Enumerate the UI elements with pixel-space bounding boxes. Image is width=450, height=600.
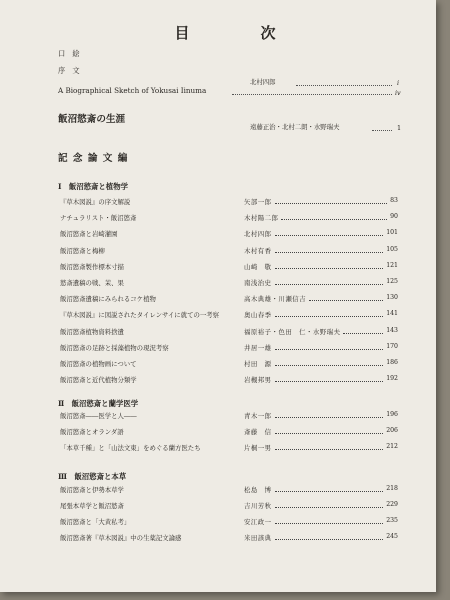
- entry-title: 飯沼慾斎と伊勢本草学: [60, 486, 124, 494]
- toc-entry: [58, 359, 398, 371]
- entry-author: 安江政一: [244, 518, 272, 526]
- preface-page: i: [397, 79, 400, 87]
- toc-entry: [58, 443, 398, 455]
- entry-title: 飯沼慾斎――医学と人――: [60, 412, 137, 420]
- entry-leader: [275, 349, 383, 350]
- toc-entry: [58, 262, 398, 274]
- papers-heading: 記 念 論 文 編: [58, 153, 129, 164]
- entry-title: 飯沼慾斎著『草木図説』中の生薬記文論感: [60, 534, 182, 542]
- entry-leader: [275, 433, 383, 434]
- entry-author: 山崎 敬: [244, 262, 272, 271]
- entry-title: 「本草千種」と「山法文東」をめぐる蘭方医たち: [60, 444, 201, 452]
- entry-page: 170: [386, 342, 398, 350]
- entry-title: 『草木図説』に図説されたタイレンサイに就ての一考察: [60, 311, 220, 320]
- preface-label: 序 文: [58, 66, 80, 75]
- toc-entry: [58, 197, 398, 209]
- page-title: 目 次: [174, 24, 304, 42]
- entry-title: 『草木図説』の序文解説: [60, 198, 131, 206]
- entry-author: 岩槻邦男: [244, 376, 272, 385]
- entry-leader: [275, 449, 383, 450]
- entry-leader: [275, 417, 383, 418]
- entry-leader: [275, 523, 383, 524]
- entry-page: 83: [390, 197, 398, 204]
- entry-leader: [275, 507, 383, 508]
- toc-entry: [58, 229, 398, 241]
- sketch-leader: [232, 94, 392, 95]
- entry-page: 143: [386, 326, 398, 334]
- toc-entry: [58, 343, 398, 355]
- toc-entry: [58, 533, 398, 545]
- entry-author: 木村有香: [244, 246, 272, 255]
- entry-leader: [275, 491, 383, 492]
- entry-author: 北村四郎: [244, 230, 272, 239]
- entry-title: 慾斎遺稿の戦、茉、果: [60, 279, 124, 287]
- entry-author: 福原裕子・色田 仁・水野瑞夫: [244, 327, 341, 336]
- entry-leader: [275, 539, 383, 540]
- biography-leader: [372, 130, 392, 131]
- entry-page: 192: [386, 375, 398, 383]
- entry-title: 飯沼慾斎とオランダ語: [60, 428, 124, 436]
- toc-entry: [58, 485, 398, 497]
- toc-entry: [58, 294, 398, 306]
- entry-author: 米田該典: [244, 534, 272, 542]
- entry-page: 125: [386, 278, 398, 285]
- preface-leader: [296, 85, 392, 86]
- entry-author: 高木典雄・川瀬信吉: [244, 295, 307, 304]
- sketch-label: A Biographical Sketch of Yokusai Iinuma: [58, 86, 207, 95]
- toc-entry: [58, 411, 398, 423]
- entry-page: 141: [386, 310, 398, 318]
- entry-leader: [309, 300, 383, 301]
- entry-page: 186: [386, 359, 398, 366]
- entry-author: 吉川芳秋: [244, 502, 272, 510]
- entry-title: 飯沼慾斎製作標本寸描: [60, 262, 124, 271]
- entry-title: 飯沼慾斎の植物画について: [60, 360, 137, 368]
- toc-entry: [58, 501, 398, 513]
- entry-title: 飯沼慾斎と「大黄私考」: [60, 518, 131, 526]
- entry-page: 105: [386, 245, 398, 253]
- entry-page: 218: [386, 485, 398, 492]
- entry-leader: [275, 268, 383, 269]
- entry-author: 木村陽二郎: [244, 214, 279, 223]
- part-2-title: Ⅱ 飯沼慾斎と蘭学医学: [58, 399, 139, 408]
- entry-page: 130: [386, 294, 398, 302]
- entry-author: 片桐一男: [244, 444, 272, 452]
- entry-page: 245: [386, 533, 398, 540]
- entry-title: 飯沼慾斎の足跡と採藻植物の現況考察: [60, 343, 169, 352]
- entry-page: 196: [386, 411, 398, 418]
- entry-author: 奥山春季: [244, 311, 272, 320]
- entry-title: 飯沼慾斎遺稿にみられるコケ植物: [60, 295, 156, 304]
- entry-title: 飯沼慾斎と梅柳: [60, 246, 105, 255]
- toc-entry: [58, 517, 398, 529]
- entry-leader: [275, 381, 383, 382]
- preface-author: 北村四郎: [250, 78, 276, 86]
- entry-title: 飯沼慾斎と近代植物分類学: [60, 376, 137, 385]
- entry-author: 村田 源: [244, 360, 272, 368]
- frontispiece-label: 口 絵: [58, 49, 80, 58]
- entry-leader: [275, 365, 383, 366]
- entry-page: 212: [386, 443, 398, 450]
- entry-page: 90: [390, 213, 398, 221]
- entry-title: 尾張本草学と飯沼慾斎: [60, 502, 124, 510]
- entry-leader: [275, 235, 383, 236]
- entry-leader: [275, 252, 383, 253]
- biography-title: 飯沼慾斎の生涯: [58, 114, 126, 125]
- entry-author: 斎藤 信: [244, 428, 272, 436]
- entry-author: 松島 博: [244, 486, 272, 494]
- part-1-title: Ⅰ 飯沼慾斎と植物学: [58, 182, 128, 191]
- toc-entry: [58, 375, 398, 387]
- entry-leader: [281, 219, 387, 220]
- part-3-title: Ⅲ 飯沼慾斎と本草: [58, 472, 127, 481]
- sketch-page: iv: [395, 89, 401, 97]
- entry-page: 229: [386, 501, 398, 508]
- entry-title: ナチュラリスト・飯沼慾斎: [60, 214, 137, 223]
- entry-leader: [343, 333, 383, 334]
- toc-entry: [58, 278, 398, 290]
- entry-leader: [275, 203, 387, 204]
- entry-author: 矢部一郎: [244, 198, 272, 206]
- entry-page: 101: [386, 229, 398, 237]
- toc-entry: [58, 246, 398, 258]
- biography-authors: 遠藤正治・北村二朗・水野瑞夫: [250, 123, 340, 131]
- toc-entry: [58, 213, 398, 225]
- entry-page: 121: [386, 261, 398, 269]
- entry-page: 235: [386, 517, 398, 524]
- entry-title: 飯沼慾斎植物資料捨遺: [60, 327, 124, 336]
- entry-leader: [275, 316, 383, 317]
- toc-entry: [58, 427, 398, 439]
- entry-author: 南浅治史: [244, 279, 272, 287]
- entry-author: 青木一郎: [244, 412, 272, 420]
- toc-entry: [58, 310, 398, 322]
- toc-entry: [58, 327, 398, 339]
- entry-page: 206: [386, 427, 398, 434]
- biography-page: 1: [397, 124, 402, 132]
- entry-title: 飯沼慾斎と岩崎灌園: [60, 230, 118, 239]
- entry-author: 井居一雄: [244, 343, 272, 352]
- entry-leader: [275, 284, 383, 285]
